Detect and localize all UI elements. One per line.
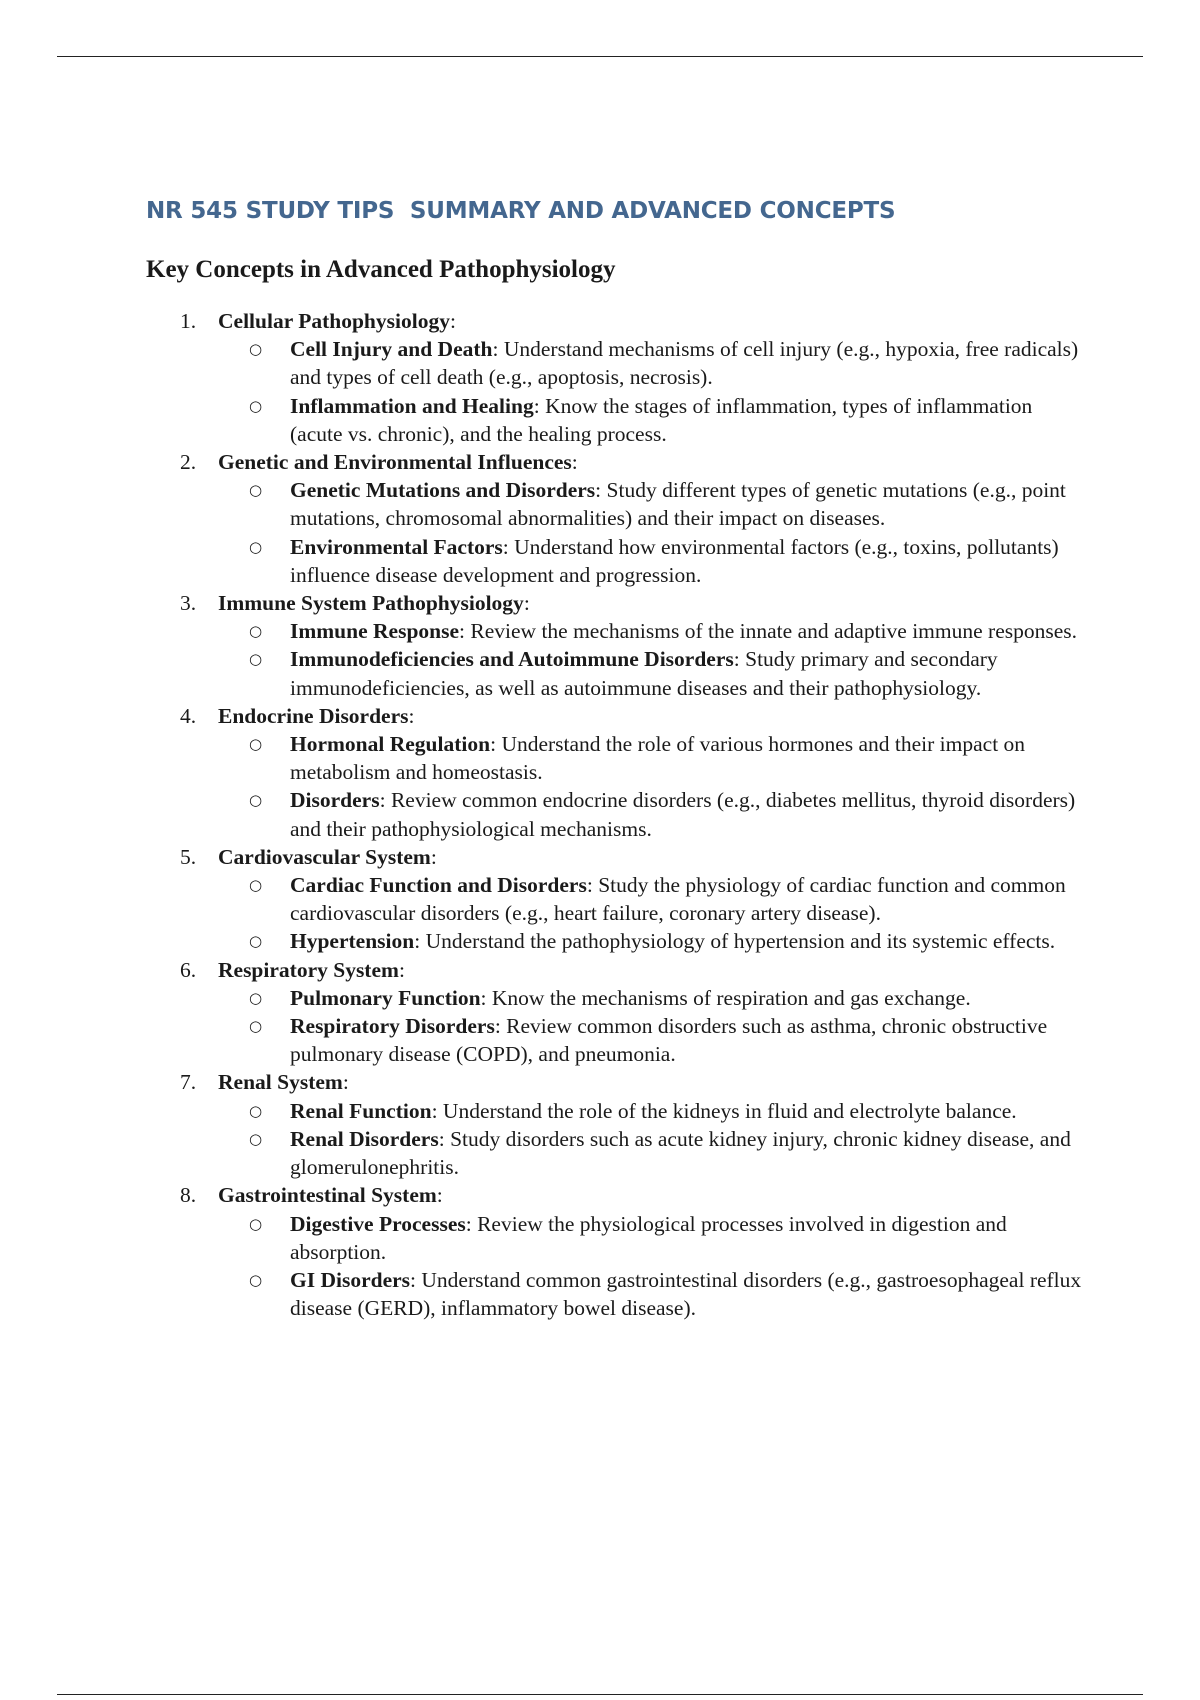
subtopic-text: Study the physiology of cardiac function and common cardiovascular disorders (e.g., heart failure, coronary artery disease).	[290, 873, 1066, 926]
circle-bullet-icon: ○	[249, 1017, 263, 1036]
subtopic-text: Study different types of genetic mutations (e.g., point mutations, chromosomal abnormalities) and their impact on diseases.	[290, 478, 1066, 531]
topic-item	[146, 702, 1086, 843]
subtopic-item: ○ Hypertension: Understand the pathophysiology of hypertension and its systemic effects.	[218, 927, 1086, 955]
colon: :	[342, 1070, 349, 1095]
subtopics-list	[218, 1097, 1086, 1182]
topic-heading: Renal System	[218, 1070, 343, 1095]
subtopic-text: Review common endocrine disorders (e.g., diabetes mellitus, thyroid disorders) and their pathophysiological mechanisms.	[290, 788, 1076, 841]
subtopic-label: Cell Injury and Death	[290, 337, 493, 362]
subtopics-list	[218, 1210, 1086, 1323]
subtopic-text: Understand the role of the kidneys in fluid and electrolyte balance.	[442, 1098, 1017, 1123]
subtopic-text: Review common disorders such as asthma, chronic obstructive pulmonary disease (COPD), and pneumonia.	[290, 1014, 1048, 1067]
document-body	[146, 193, 1086, 1322]
topic-number: 7.	[180, 1070, 197, 1095]
subtopic-text: Understand the pathophysiology of hypertension and its systemic effects.	[425, 929, 1056, 954]
circle-bullet-icon: ○	[249, 396, 263, 415]
topic-heading: Cardiovascular System	[218, 844, 431, 869]
topic-heading: Gastrointestinal System	[218, 1183, 437, 1208]
topic-item	[146, 307, 1086, 448]
subtopic-item: ○ Cell Injury and Death: Understand mechanisms of cell injury (e.g., hypoxia, free radicals) and types of cell death (e.g., apoptosis, necrosis).	[249, 337, 1079, 390]
subtopic-label: Immune Response	[290, 619, 460, 644]
topic-heading: Cellular Pathophysiology	[218, 309, 450, 333]
subtopic-label: Cardiac Function and Disorders	[290, 873, 587, 898]
subtopic-label: Respiratory Disorders	[290, 1014, 495, 1039]
subtopic-item: ○ Digestive Processes: Review the physiological processes involved in digestion and absorption.	[249, 1211, 1007, 1264]
topic-number: 1.	[180, 309, 197, 333]
colon: :	[571, 450, 578, 475]
circle-bullet-icon: ○	[249, 1129, 263, 1148]
subtopic-text: Study primary and secondary immunodeficiencies, as well as autoimmune diseases and their pathophysiology.	[290, 647, 998, 700]
topics-list	[146, 307, 1086, 1322]
colon: :	[523, 591, 530, 616]
circle-bullet-icon: ○	[249, 340, 263, 359]
subtopics-list	[218, 617, 1086, 702]
subtopic-text: Know the stages of inflammation, types of inflammation (acute vs. chronic), and the healing process.	[290, 393, 1033, 446]
document-title: NR 545 STUDY TIPS SUMMARY AND ADVANCED CONCEPTS	[146, 198, 896, 224]
topic-heading: Endocrine Disorders	[218, 703, 409, 728]
circle-bullet-icon: ○	[249, 932, 263, 951]
colon: :	[449, 309, 456, 333]
subtopics-list	[218, 476, 1086, 589]
subtopic-item: ○ Cardiac Function and Disorders: Study the physiology of cardiac function and common cardiovascular disorders (e.g., heart failure, coronary artery disease).	[249, 873, 1066, 926]
subtopic-item: ○ Respiratory Disorders: Review common disorders such as asthma, chronic obstructive pulmonary disease (COPD), and pneumonia.	[249, 1014, 1048, 1067]
subtopic-item: ○ Immunodeficiencies and Autoimmune Disorders: Study primary and secondary immunodeficiencies, as well as autoimmune diseases and their pathophysiology.	[249, 647, 998, 700]
circle-bullet-icon: ○	[249, 481, 263, 500]
topic-number: 8.	[180, 1183, 197, 1208]
subtopics-list	[218, 335, 1086, 448]
subtopic-text: Understand the role of various hormones and their impact on metabolism and homeostasis.	[290, 732, 1026, 785]
subtopic-text: Study disorders such as acute kidney injury, chronic kidney disease, and glomerulonephritis.	[290, 1126, 1071, 1180]
subtopic-label: Inflammation and Healing	[290, 393, 534, 418]
subtopic-label: GI Disorders	[290, 1267, 411, 1292]
subtopic-item: ○ Genetic Mutations and Disorders: Study different types of genetic mutations (e.g., point mutations, chromosomal abnormalities) and their impact on diseases.	[249, 478, 1066, 531]
subtopic-label: Renal Function	[290, 1098, 432, 1123]
circle-bullet-icon: ○	[249, 537, 263, 556]
subtopic-label: Hormonal Regulation	[290, 732, 491, 757]
circle-bullet-icon: ○	[249, 1101, 263, 1120]
subtopic-text: Understand common gastrointestinal disorders (e.g., gastroesophageal reflux disease (GERD), inflammatory bowel disease).	[290, 1267, 1082, 1321]
subtopics-list	[218, 984, 1086, 1069]
topic-item	[146, 1068, 1086, 1181]
colon: :	[408, 703, 415, 728]
circle-bullet-icon: ○	[249, 1270, 263, 1289]
subtopics-list	[218, 730, 1086, 843]
subtopic-item: ○ Disorders: Review common endocrine disorders (e.g., diabetes mellitus, thyroid disorders) and their pathophysiological mechanisms.	[249, 788, 1076, 841]
subtopic-text: Review the mechanisms of the innate and adaptive immune responses.	[470, 619, 1077, 644]
topic-number: 6.	[180, 957, 197, 982]
topic-item	[146, 589, 1086, 702]
topic-number: 2.	[180, 450, 197, 475]
colon: :	[430, 844, 437, 869]
subtopic-item: ○ Renal Disorders: Study disorders such as acute kidney injury, chronic kidney disease, and glomerulonephritis.	[249, 1126, 1071, 1180]
circle-bullet-icon: ○	[249, 988, 263, 1007]
colon: :	[436, 1183, 443, 1208]
topic-heading: Immune System Pathophysiology	[218, 591, 524, 616]
topic-number: 3.	[180, 591, 197, 616]
subtopic-label: Disorders	[290, 788, 380, 813]
subtopic-text: Review the physiological processes involved in digestion and absorption.	[290, 1211, 1007, 1264]
subtopic-item: ○ GI Disorders: Understand common gastrointestinal disorders (e.g., gastroesophageal reflux disease (GERD), inflammatory bowel disease).	[249, 1267, 1082, 1321]
topic-heading: Genetic and Environmental Influences	[218, 450, 572, 475]
subtopic-label: Hypertension	[290, 929, 415, 954]
circle-bullet-icon: ○	[249, 791, 263, 810]
circle-bullet-icon: ○	[249, 735, 263, 754]
topic-item	[146, 448, 1086, 589]
circle-bullet-icon: ○	[249, 1214, 263, 1233]
topic-heading: Respiratory System	[218, 957, 399, 982]
header-rule	[57, 56, 1143, 57]
topic-number: 5.	[180, 844, 197, 869]
subtopic-label: Pulmonary Function	[290, 985, 481, 1010]
subtopic-item: ○ Immune Response: Review the mechanisms of the innate and adaptive immune responses.	[218, 617, 1086, 645]
subtopics-list	[218, 871, 1086, 956]
subtopic-item: ○ Inflammation and Healing: Know the stages of inflammation, types of inflammation (acute vs. chronic), and the healing process.	[249, 393, 1033, 446]
subtopic-label: Genetic Mutations and Disorders	[290, 478, 596, 503]
subtopic-item: ○ Pulmonary Function: Know the mechanisms of respiration and gas exchange.	[218, 984, 1086, 1012]
footer-rule	[57, 1694, 1143, 1695]
subtopic-label: Environmental Factors	[290, 534, 503, 559]
subtopic-text: Understand how environmental factors (e.g., toxins, pollutants) influence disease development and progression.	[290, 534, 1059, 587]
subtopic-item: ○ Hormonal Regulation: Understand the role of various hormones and their impact on metabolism and homeostasis.	[249, 732, 1026, 785]
subtopic-text: Understand mechanisms of cell injury (e.g., hypoxia, free radicals) and types of cell death (e.g., apoptosis, necrosis).	[290, 337, 1079, 390]
subtopic-label: Immunodeficiencies and Autoimmune Disorders	[290, 647, 734, 672]
colon: :	[398, 957, 405, 982]
section-heading: Key Concepts in Advanced Pathophysiology	[146, 256, 616, 283]
circle-bullet-icon: ○	[249, 876, 263, 895]
circle-bullet-icon: ○	[249, 650, 263, 669]
subtopic-item: ○ Renal Function: Understand the role of the kidneys in fluid and electrolyte balance.	[218, 1097, 1086, 1125]
subtopic-item: ○ Environmental Factors: Understand how environmental factors (e.g., toxins, pollutants) influence disease development and progression.	[249, 534, 1059, 587]
circle-bullet-icon: ○	[249, 622, 263, 641]
topic-item	[146, 843, 1086, 956]
subtopic-label: Renal Disorders	[290, 1126, 439, 1151]
topic-item	[146, 956, 1086, 1069]
topic-number: 4.	[180, 703, 197, 728]
subtopic-text: Know the mechanisms of respiration and gas exchange.	[491, 985, 971, 1010]
topic-item	[146, 1181, 1086, 1322]
subtopic-label: Digestive Processes	[290, 1211, 466, 1236]
